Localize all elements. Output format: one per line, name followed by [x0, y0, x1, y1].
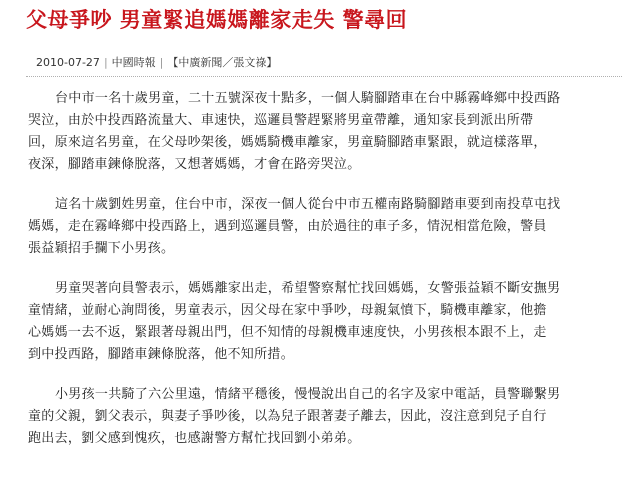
publish-date: 2010-07-27: [36, 56, 100, 69]
paragraph-line: 回，原來這名男童，在父母吵架後，媽媽騎機車離家，男童騎腳踏車緊跟，就這樣落單，: [28, 135, 547, 150]
paragraph-line: 心媽媽一去不返，緊跟著母親出門，但不知情的母親機車速度快，小男孩根本跟不上，走: [28, 325, 547, 340]
paragraph-line: 童情緒，並耐心詢問後，男童表示，因父母在家中爭吵，母親氣憤下，騎機車離家，他擔: [28, 303, 547, 318]
article-paragraph: [28, 194, 618, 260]
article-meta: [36, 56, 277, 70]
paragraph-line: 哭泣，由於中投西路流量大、車速快，巡邏員警趕緊將男童帶離，通知家長到派出所帶: [28, 113, 534, 128]
paragraph-line: 張益穎招手攔下小男孩。: [28, 241, 175, 256]
paragraph-line: 媽媽，走在霧峰鄉中投西路上，遇到巡邏員警，由於過往的車子多，情況相當危險，警員: [28, 219, 547, 234]
article-headline: 父母爭吵 男童緊追媽媽離家走失 警尋回: [26, 8, 408, 32]
paragraph-line: 童的父親，劉父表示，與妻子爭吵後，以為兒子跟著妻子離去，因此，沒注意到兒子自行: [28, 409, 547, 424]
paragraph-line: 夜深，腳踏車鍊條脫落，又想著媽媽，才會在路旁哭泣。: [28, 157, 361, 172]
author-credit: 【中廣新聞／張文祿】: [167, 56, 278, 69]
paragraph-line: 台中市一名十歲男童，二十五號深夜十點多，一個人騎腳踏車在台中縣霧峰鄉中投西路: [55, 91, 561, 106]
meta-separator: |: [159, 56, 164, 69]
meta-separator: |: [103, 56, 108, 69]
article-paragraph: [28, 384, 618, 450]
article-paragraph: [28, 278, 618, 366]
paragraph-line: 小男孩一共騎了六公里遠，情緒平穩後，慢慢說出自己的名字及家中電話，員警聯繫男: [55, 387, 561, 402]
meta-divider: [26, 76, 622, 77]
article-body: [28, 88, 618, 468]
paragraph-line: 這名十歲劉姓男童，住台中市，深夜一個人從台中市五權南路騎腳踏車要到南投草屯找: [55, 197, 561, 212]
paragraph-line: 跑出去，劉父感到愧疚，也感謝警方幫忙找回劉小弟弟。: [28, 431, 361, 446]
paragraph-line: 到中投西路，腳踏車鍊條脫落，他不知所措。: [28, 347, 295, 362]
source-link[interactable]: 中國時報: [111, 56, 156, 69]
paragraph-line: 男童哭著向員警表示，媽媽離家出走，希望警察幫忙找回媽媽，女警張益穎不斷安撫男: [55, 281, 561, 296]
article-paragraph: [28, 88, 618, 176]
